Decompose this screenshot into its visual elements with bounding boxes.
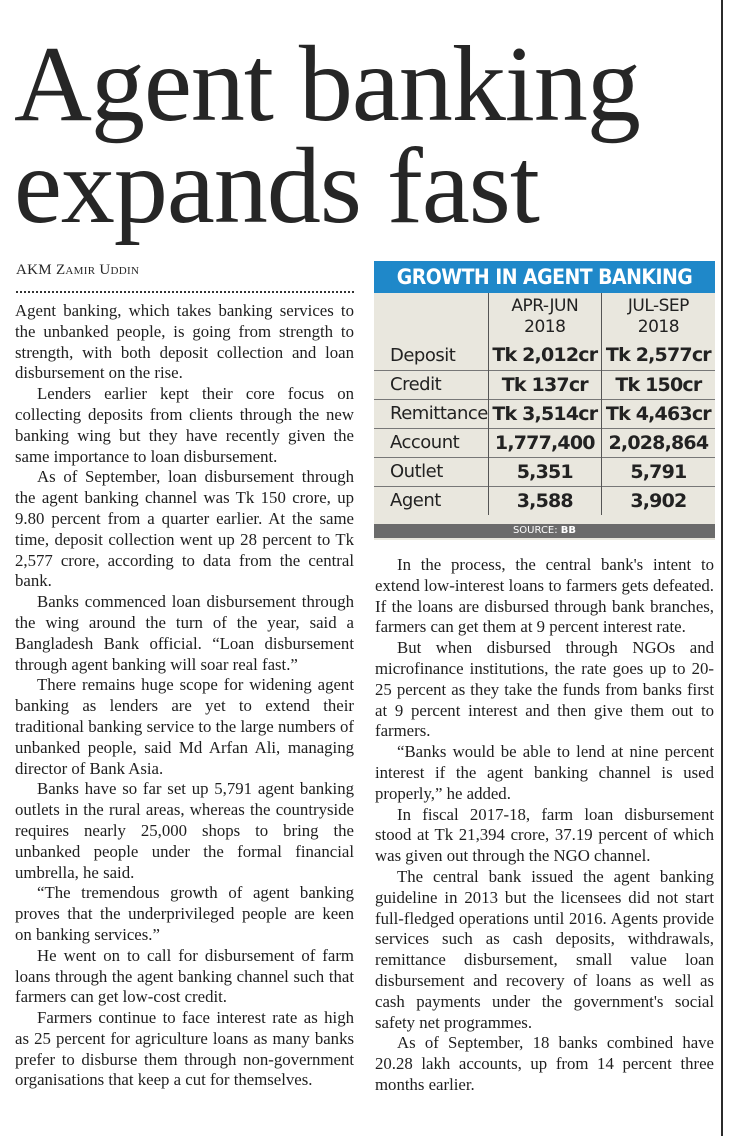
paragraph: Agent banking, which takes banking services to the unbanked people, is going from strength to strength, with both deposit collection and loan disbursement on the rise. [15, 301, 354, 383]
row-value-jul-sep: 2,028,864 [601, 428, 715, 457]
headline-line-1: Agent banking [14, 25, 640, 144]
paragraph: “The tremendous growth of agent banking proves that the underprivileged people are keen on banking services.” [15, 883, 354, 944]
growth-infobox [374, 261, 715, 540]
paragraph: In fiscal 2017-18, farm loan disbursement stood at Tk 21,394 crore, 37.19 percent of which was given out through the NGO channel. [375, 804, 714, 866]
header-jul-sep-year: 2018 [637, 317, 680, 337]
row-value-apr-jun: 3,588 [488, 486, 601, 515]
header-jul-sep-period: JUL-SEP [627, 296, 689, 316]
table-row [374, 399, 715, 428]
table-row [374, 457, 715, 486]
header-jul-sep [601, 293, 715, 341]
paragraph: The central bank issued the agent banking guideline in 2013 but the licensees did not start full-fledged operations until 2016. Agents provide services such as cash deposits, withdrawals, remittance disbursement, small value loan disbursement and recovery of loans as well as cash payments under the government's social safety net programmes. [375, 866, 714, 1032]
paragraph: Banks have so far set up 5,791 agent banking outlets in the rural areas, whereas the countryside requires nearly 25,000 shops to bring the unbanked people under the formal financial umbrella, he said. [15, 779, 354, 882]
row-label: Outlet [374, 457, 488, 486]
table-header-row [374, 293, 715, 341]
byline [16, 262, 139, 279]
headline [14, 25, 714, 246]
byline-author: AKM Zamir Uddin [16, 262, 140, 278]
row-label: Credit [374, 370, 488, 399]
headline-line-2: expands fast [14, 127, 539, 246]
row-label: Deposit [390, 344, 456, 366]
header-blank [374, 293, 488, 341]
header-apr-jun-period: APR-JUN [511, 296, 579, 316]
row-value-jul-sep: 3,902 [601, 486, 715, 515]
paragraph: Lenders earlier kept their core focus on collecting deposits from clients through the new banking wing but they have recently given the same importance to loan disbursement. [15, 384, 354, 466]
byline-divider [16, 291, 354, 293]
row-label: Account [374, 428, 488, 457]
row-value-jul-sep: Tk 2,577cr [601, 341, 715, 370]
source-prefix: SOURCE: [512, 525, 561, 536]
paragraph: As of September, loan disbursement through the agent banking channel was Tk 150 crore, up 9.80 percent from a quarter earlier. At the same time, deposit collection went up 28 percent to Tk 2,577 crore, according to data from the central bank. [15, 467, 354, 591]
paragraph: But when disbursed through NGOs and microfinance institutions, the rate goes up to 20-25 percent as they take the funds from banks first at 9 percent interest and then give them out to farmers. [375, 638, 714, 741]
right-column [375, 555, 714, 1096]
table-row [374, 341, 715, 370]
source-name: BB [560, 525, 577, 536]
row-value-jul-sep: 5,791 [601, 457, 715, 486]
paragraph: “Banks would be able to lend at nine percent interest if the agent banking channel is used properly,” he added. [375, 742, 714, 803]
row-value-apr-jun: Tk 137cr [488, 370, 601, 399]
row-label: Agent [374, 486, 488, 515]
table-row [374, 428, 715, 457]
paragraph: In the process, the central bank's intent to extend low-interest loans to farmers gets defeated. If the loans are disbursed through bank branches, farmers can get them at 9 percent interest rate. [375, 555, 714, 637]
page-edge-rule [721, 0, 730, 1136]
paragraph: Banks commenced loan disbursement through the wing around the turn of the year, said a Bangladesh Bank official. “Loan disbursement through agent banking will soar real fast.” [15, 592, 354, 674]
table-row [374, 486, 715, 515]
row-value-apr-jun: Tk 3,514cr [488, 399, 601, 428]
row-value-jul-sep: Tk 150cr [601, 370, 715, 399]
left-column [15, 301, 354, 1091]
header-apr-jun [488, 293, 601, 341]
paragraph: There remains huge scope for widening agent banking as lenders are yet to extend their traditional banking service to the large numbers of unbanked people, said Md Arfan Ali, managing director of Bank Asia. [15, 675, 354, 778]
header-apr-jun-year: 2018 [524, 317, 566, 337]
infobox-title: GROWTH IN AGENT BANKING [391, 261, 698, 293]
table-row [374, 370, 715, 399]
row-value-apr-jun: Tk 2,012cr [488, 341, 601, 370]
paragraph: As of September, 18 banks combined have 20.28 lakh accounts, up from 14 percent three months earlier. [375, 1033, 714, 1094]
paragraph: Farmers continue to face interest rate as high as 25 percent for agriculture loans as many banks prefer to disburse them through non-government organisations that keep a cut for themselves. [15, 1008, 354, 1090]
growth-table [374, 293, 715, 515]
row-value-apr-jun: 1,777,400 [488, 428, 601, 457]
source-credit [374, 524, 715, 538]
paragraph: He went on to call for disbursement of farm loans through the agent banking channel such that farmers can get low-cost credit. [15, 945, 354, 1007]
row-value-jul-sep: Tk 4,463cr [601, 399, 715, 428]
infobox-title-bar [374, 261, 715, 293]
row-label: Remittance [374, 399, 488, 428]
row-value-apr-jun: 5,351 [488, 457, 601, 486]
